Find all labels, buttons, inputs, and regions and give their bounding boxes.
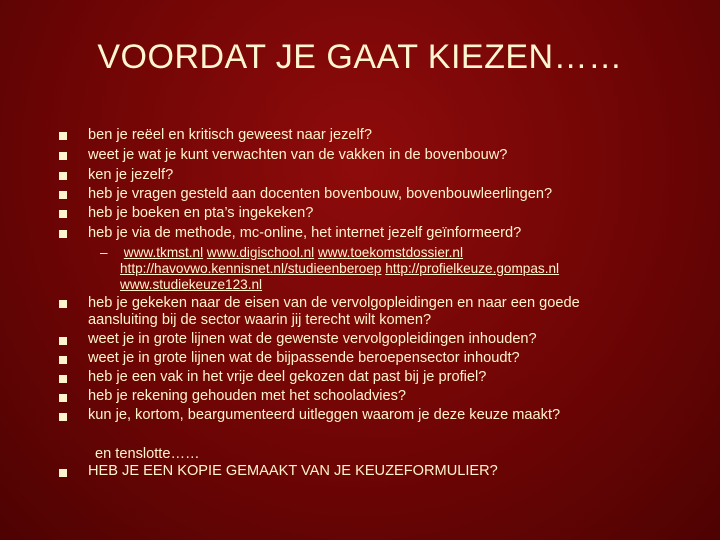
final-question: HEB JE EEN KOPIE GEMAAKT VAN JE KEUZEFORMULIER? [88,463,498,479]
list-item-line: aansluiting bij de sector waarin jij terecht wilt komen? [88,312,432,328]
dash-bullet: – [100,245,108,260]
link-profielkeuze[interactable]: http://profielkeuze.gompas.nl [385,261,560,276]
list-item: heb je via de methode, mc-online, het internet jezelf geïnformeerd? [88,225,522,241]
bullet-icon [59,300,67,308]
link-digischool[interactable]: www.digischool.nl [206,245,315,260]
bullet-icon [59,413,67,421]
bullet-icon [59,132,67,140]
slide-title: VOORDAT JE GAAT KIEZEN…… [97,38,623,76]
list-item: kun je, kortom, beargumenteerd uitleggen waarom je deze keuze maakt? [88,407,561,423]
link-line [120,261,700,277]
list-item: heb je vragen gesteld aan docenten bovenbouw, bovenbouwleerlingen? [88,186,553,202]
bullet-icon [59,394,67,402]
link-havovwo[interactable]: http://havovwo.kennisnet.nl/studieenberoep [120,261,382,276]
list-item: ken je jezelf? [88,167,174,183]
list-item: weet je in grote lijnen wat de bijpassende beroepensector inhoudt? [88,350,520,366]
bullet-icon [59,172,67,180]
list-item: heb je rekening gehouden met het schooladvies? [88,388,407,404]
bullet-icon [59,356,67,364]
link-line [100,245,680,261]
list-item-line: heb je gekeken naar de eisen van de vervolgopleidingen en naar een goede [88,295,580,311]
bullet-icon [59,152,67,160]
bullet-icon [59,337,67,345]
list-item: heb je boeken en pta’s ingekeken? [88,205,314,221]
list-item [88,295,688,329]
bullet-icon [59,191,67,199]
bullet-icon [59,375,67,383]
link-tkmst[interactable]: www.tkmst.nl [123,245,204,260]
list-item: weet je wat je kunt verwachten van de vakken in de bovenbouw? [88,147,508,163]
finally-intro: en tenslotte…… [95,446,200,462]
list-item: weet je in grote lijnen wat de gewenste vervolgopleidingen inhouden? [88,331,537,347]
list-item: ben je reëel en kritisch geweest naar jezelf? [88,127,372,143]
bullet-icon [59,230,67,238]
link-line [120,277,700,293]
bullet-icon [59,210,67,218]
bullet-icon [59,469,67,477]
link-studiekeuze123[interactable]: www.studiekeuze123.nl [120,277,263,292]
link-toekomstdossier[interactable]: www.toekomstdossier.nl [317,245,464,260]
list-item: heb je een vak in het vrije deel gekozen dat past bij je profiel? [88,369,487,385]
